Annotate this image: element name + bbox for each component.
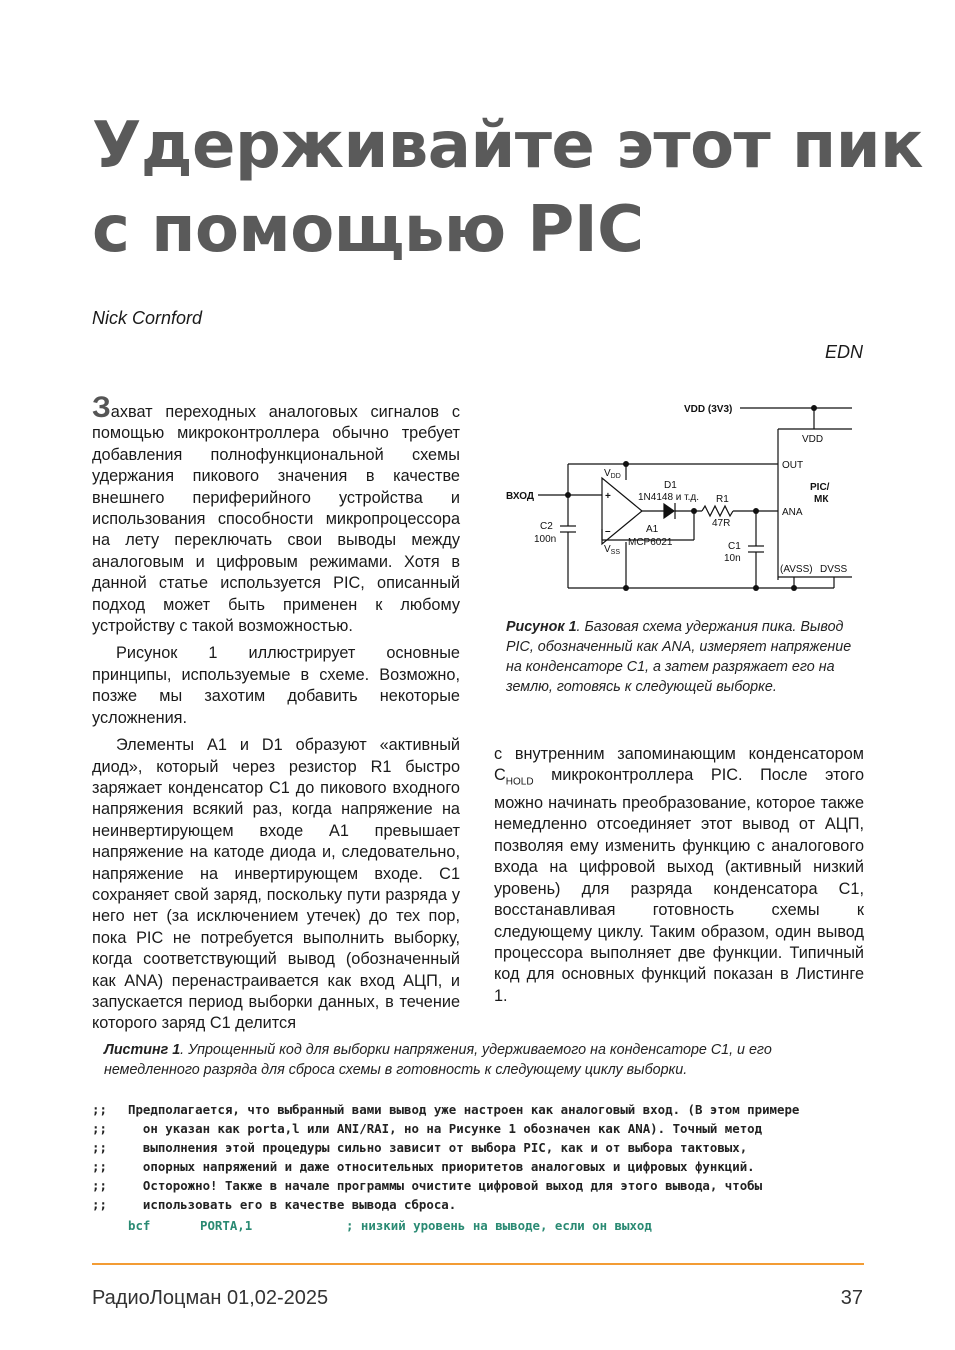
listing-caption — [104, 1040, 864, 1080]
instr-comment: ; низкий уровень на выводе, если он выход — [346, 1218, 652, 1233]
drop-cap: З — [92, 391, 111, 424]
figure-caption — [506, 617, 858, 697]
label-d1-value: 1N4148 и т.д. — [638, 492, 700, 503]
label-pic: PIC/ — [810, 482, 830, 493]
label-input: ВХОД — [506, 491, 535, 502]
code-line: ;; использовать его в качестве вывода сброса. — [92, 1197, 457, 1212]
label-c1-value: 10n — [724, 553, 741, 564]
code-line: ;; Осторожно! Также в начале программы очистите цифровой выход для этого вывода, чтобы — [92, 1178, 763, 1193]
page-number: 37 — [840, 1287, 863, 1309]
label-r1: R1 — [716, 494, 729, 505]
listing-caption-label: Листинг 1 — [104, 1042, 181, 1058]
title-line-2: с помощью PIC — [92, 193, 644, 267]
label-c2: C2 — [540, 521, 553, 532]
circuit-diagram — [494, 396, 864, 601]
source-name: EDN — [824, 342, 863, 362]
label-vdd-rail: VDD (3V3) — [684, 404, 733, 415]
label-r1-value: 47R — [712, 518, 731, 529]
code-line: ;; выполнения этой процедуры сильно зависит от выбора PIC, как и от выбора тактовых, — [92, 1140, 748, 1155]
instr-argument: PORTA,1 — [200, 1218, 253, 1233]
body-column-left — [92, 391, 460, 1041]
code-line: ;; он указан как porta,l или ANI/RAI, но на Рисунке 1 обозначен как ANA). Точный метод — [92, 1121, 763, 1136]
magazine-issue: РадиоЛоцман 01,02-2025 — [92, 1287, 329, 1309]
label-d1: D1 — [664, 480, 677, 491]
label-opamp-vss: $V_{SS}$ — [604, 544, 621, 556]
paragraph-4: с внутренним запоминающим конденсатором $C_{HOLD}$ микроконтроллера PIC. После этого можно начинать преобразование, которое также немедленно отсоединяет этот вывод от АЦП, позволяя ему изменить функцию с аналогового входа на цифровой выход (активный низкий уровень) для разряда конденсатора C1, восстанавливая готовность схемы к следующему циклу. Таким образом, один вывод процессора выполняет две функции. Типичный код для основных функций показан в Листинге 1. — [494, 745, 864, 1005]
code-line: ;; Предполагается, что выбранный вами вывод уже настроен как аналоговый вход. (В этом примере — [92, 1102, 800, 1117]
footer-rule — [92, 1263, 864, 1265]
paragraph-1 — [92, 391, 460, 637]
paragraph-3: Элементы А1 и D1 образуют «активный диод», который через резистор R1 быстро заряжает конденсатор C1 до пикового входного напряжения всякий раз, когда напряжение на неинвертирующем входе А1 превышает напряжение на катоде диода и, следовательно, напряжение на инвертирующем входе. C1 сохраняет свой заряд, поскольку пути разряда у него нет (за исключением утечек) до тех пор, пока PIC не потребуется выполнить выборку, когда соответствующий вывод (обозначенный как ANA) перенастраивается как вход АЦП, и запускается период выборки данных, в течение которого заряд C1 делится — [92, 736, 460, 1033]
label-out-pin: OUT — [782, 460, 804, 471]
figure-caption-label: Рисунок 1 — [506, 619, 577, 635]
label-vdd-pin: VDD — [802, 434, 824, 445]
label-dvss: DVSS — [820, 564, 848, 575]
instr-opcode: bcf — [128, 1218, 151, 1233]
code-listing — [92, 1100, 872, 1235]
label-minus: – — [605, 526, 611, 537]
author-name: Nick Cornford — [92, 308, 203, 328]
paragraph-1-text: ахват переходных аналоговых сигналов с помощью микроконтроллера обычно требует добавления полнофункциональной схемы удержания пикового значения в качестве внешнего периферийного устройства и использования способности микропроцессора на лету переключать свои выводы между аналоговым и цифровым режимами. Хотя в данной статье используется PIC, описанный подход может быть применен к любому устройству с такой возможностью. — [92, 403, 460, 636]
paragraph-2: Рисунок 1 иллюстрирует основные принципы, используемые в схеме. Возможно, позже мы захотим добавить некоторые усложнения. — [92, 644, 460, 727]
label-a1-value: MCP6021 — [628, 537, 673, 548]
code-line: ;; опорных напряжений и даже относительных приоритетов аналоговых и цифровых функций. — [92, 1159, 755, 1174]
body-column-right — [494, 744, 864, 1013]
label-c2-value: 100n — [534, 534, 557, 545]
article-title — [92, 104, 923, 272]
title-line-1: Удерживайте этот пик — [92, 109, 923, 183]
label-avss: (AVSS) — [780, 564, 813, 575]
label-c1: C1 — [728, 541, 741, 552]
code-instruction — [92, 1216, 872, 1235]
label-mk: МК — [814, 494, 829, 505]
label-ana-pin: ANA — [782, 507, 803, 518]
listing-caption-text: . Упрощенный код для выборки напряжения, удерживаемого на конденсаторе C1, и его немедленного разряда для сброса схемы в готовность к следующему циклу выборки. — [104, 1042, 772, 1078]
label-a1: A1 — [646, 524, 659, 535]
label-plus: + — [605, 491, 611, 502]
label-opamp-vdd: $V_{DD}$ — [604, 468, 621, 480]
figure-caption-text: . Базовая схема удержания пика. Вывод PIC, обозначенный как ANA, измеряет напряжение на конденсаторе C1, а затем разряжает его на землю, готовясь к следующей выборке. — [506, 619, 852, 695]
